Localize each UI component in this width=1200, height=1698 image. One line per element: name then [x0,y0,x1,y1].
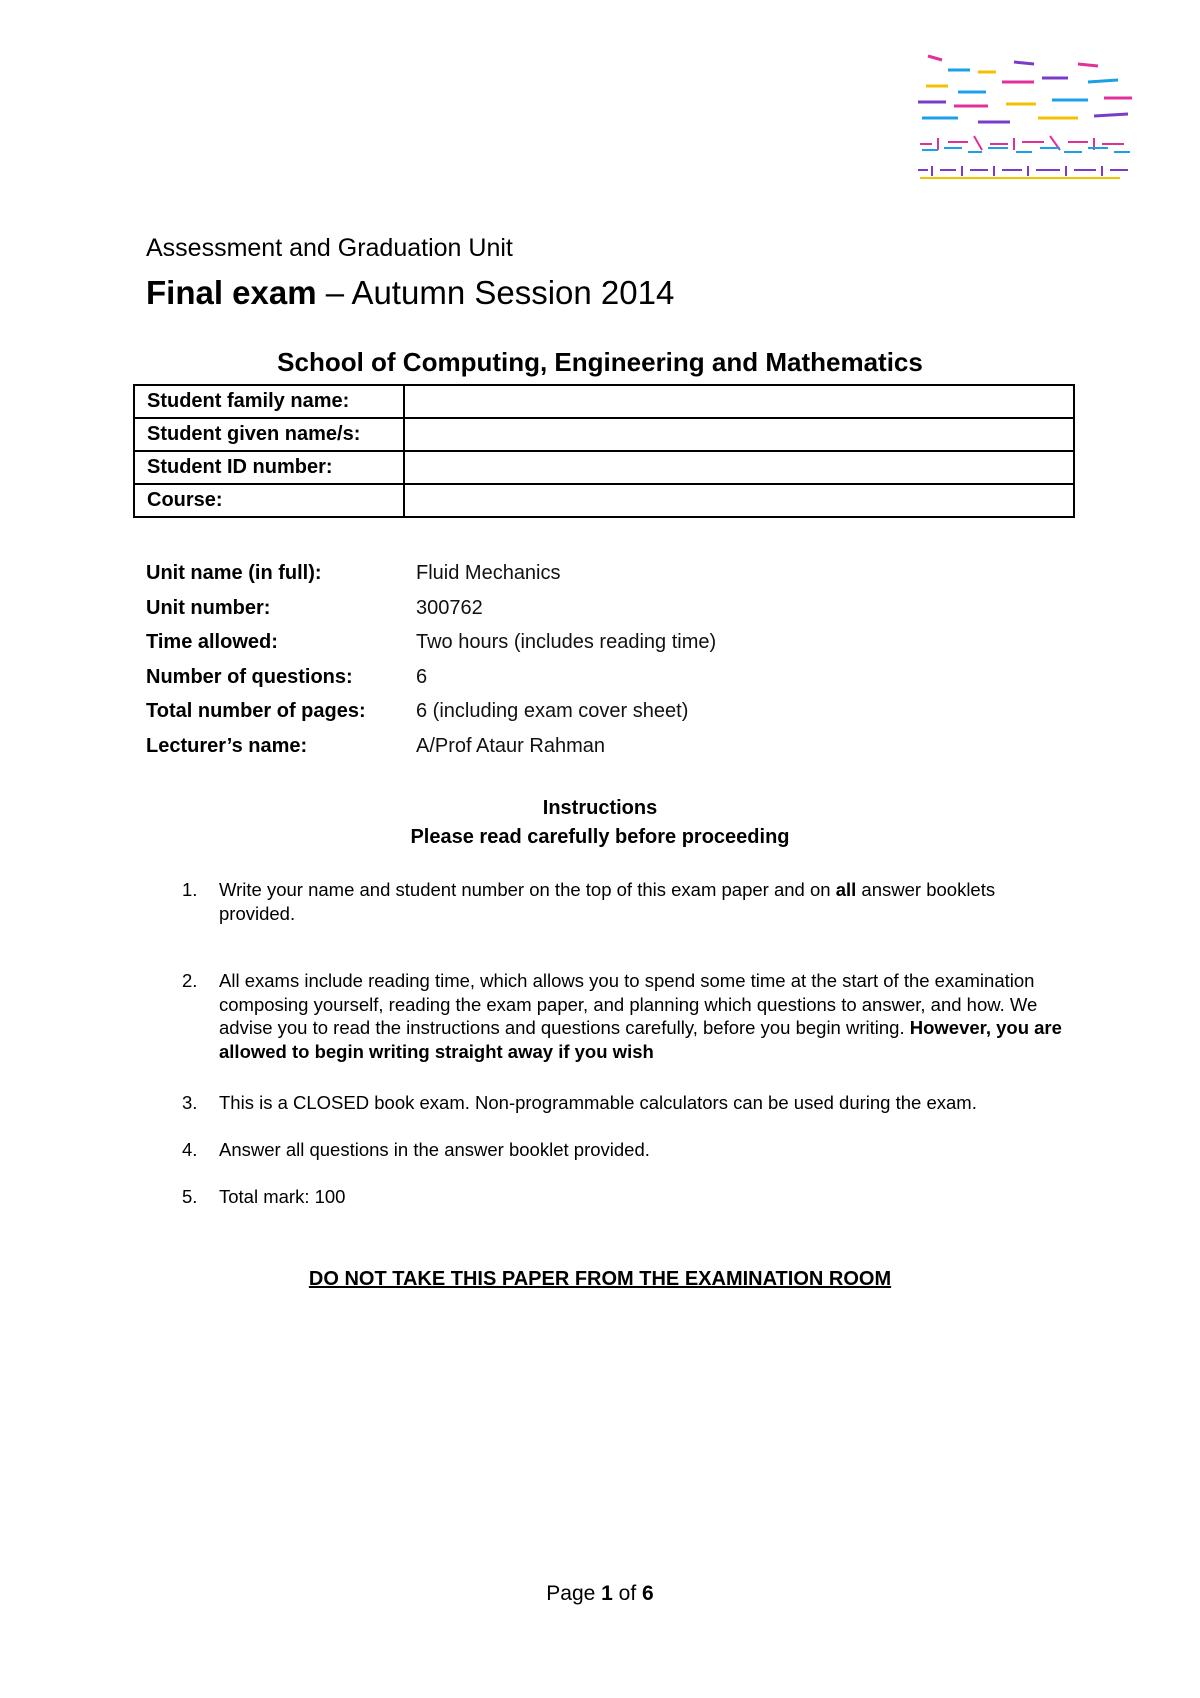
lecturer-name-value: A/Prof Ataur Rahman [416,734,605,757]
unit-info-row [146,700,716,735]
student-given-name-field[interactable] [404,418,1074,451]
list-item-text-part: Write your name and student number on the top of this exam paper and on [219,879,836,900]
list-item [182,1091,1062,1115]
page-total: 6 [642,1582,654,1605]
student-family-name-label: Student family name: [134,385,404,418]
student-id-label: Student ID number: [134,451,404,484]
unit-info-row [146,597,716,632]
number-of-questions-value: 6 [416,665,428,688]
page-footer [0,1582,1200,1606]
list-item-number: 1. [182,879,198,900]
list-item [182,1138,1062,1162]
unit-info-row [146,735,716,770]
student-id-field[interactable] [404,451,1074,484]
unit-number-label: Unit number: [146,596,271,619]
course-label: Course: [134,484,404,517]
unit-info-row [146,562,716,597]
list-item-text [219,878,1062,925]
school-name: School of Computing, Engineering and Mathematics [277,347,923,377]
time-allowed-value: Two hours (includes reading time) [416,631,717,653]
exam-title [146,274,674,312]
unit-name-value: Fluid Mechanics [416,562,561,584]
page-of: of [612,1582,643,1605]
unit-info-row [146,666,716,701]
table-row [134,418,1074,451]
list-item-text: Answer all questions in the answer booklet provided. [219,1139,650,1160]
number-of-questions-label: Number of questions: [146,665,353,688]
list-item-text: This is a CLOSED book exam. Non-programmable calculators can be used during the exam. [219,1092,977,1113]
list-item-number: 3. [182,1092,198,1113]
list-item [182,969,1062,1063]
unit-name-label: Unit name (in full): [146,562,322,584]
org-name: Assessment and Graduation Unit [146,234,513,262]
list-item-bold: However, you are allowed to begin writing straight away if you wish [219,1017,1062,1062]
instructions-header [0,794,1200,852]
list-item-text: Total mark: 100 [219,1186,346,1207]
exam-title-session: – Autumn Session 2014 [316,274,675,311]
list-item-text [219,969,1062,1063]
list-item-number: 4. [182,1139,198,1160]
page-prefix: Page [546,1582,602,1605]
warning-notice: DO NOT TAKE THIS PAPER FROM THE EXAMINATION ROOM [308,1268,892,1290]
lecturer-name-label: Lecturer’s name: [146,734,308,757]
total-pages-label: Total number of pages: [146,700,366,722]
instructions-subheading: Please read carefully before proceeding [410,826,790,848]
table-row [134,385,1074,418]
course-field[interactable] [404,484,1074,517]
student-given-name-label: Student given name/s: [134,418,404,451]
list-item-text-part: All exams include reading time, which allows you to spend some time at the start of the examination composing yourself, reading the exam paper, and planning which questions to answer, and how. We advise you to read the instructions and questions carefully, before you begin writing. [219,970,1038,1038]
unit-info [146,562,716,769]
instructions-heading: Instructions [542,797,658,819]
exam-title-bold: Final exam [146,274,317,311]
unit-info-row [146,631,716,666]
university-logo-icon [918,52,1150,194]
list-item [182,1185,1062,1209]
list-item [182,878,1062,925]
list-item-bold: all [835,879,857,900]
table-row [134,484,1074,517]
student-family-name-field[interactable] [404,385,1074,418]
total-pages-value: 6 (including exam cover sheet) [416,700,689,722]
page-current: 1 [601,1582,613,1605]
table-row [134,451,1074,484]
student-details-table [133,384,1075,518]
time-allowed-label: Time allowed: [146,631,278,653]
list-item-text-part: answer booklets provided. [219,879,996,924]
list-item-number: 2. [182,970,198,991]
list-item-number: 5. [182,1186,198,1207]
unit-number-value: 300762 [416,596,483,619]
